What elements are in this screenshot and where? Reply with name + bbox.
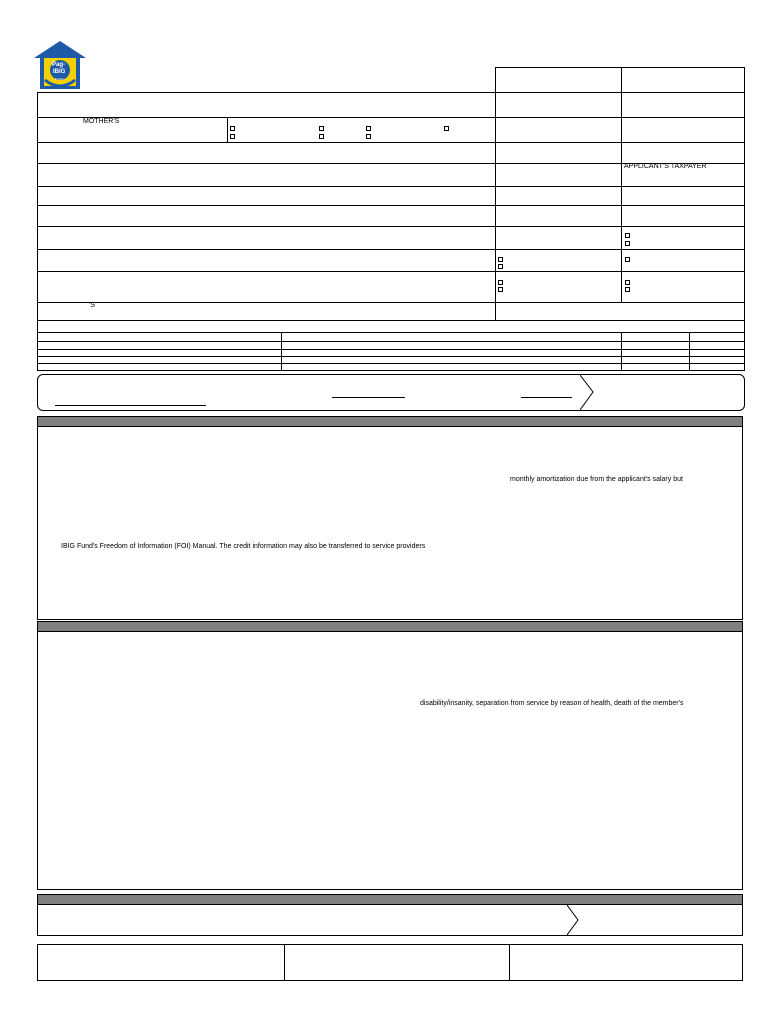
checkbox[interactable] xyxy=(319,134,324,139)
date-line-2[interactable] xyxy=(521,397,572,398)
signature-line[interactable] xyxy=(55,405,206,406)
row-line xyxy=(37,205,745,206)
checkbox[interactable] xyxy=(498,264,503,269)
footer-box-2 xyxy=(284,944,510,981)
logo-text-top: Pag- xyxy=(52,62,66,68)
row-line xyxy=(37,249,745,250)
checkbox[interactable] xyxy=(625,280,630,285)
header-right-divider xyxy=(621,67,622,93)
split-line xyxy=(495,92,496,321)
checkbox[interactable] xyxy=(444,126,449,131)
checkbox[interactable] xyxy=(625,233,630,238)
pagibig-logo xyxy=(33,40,87,90)
col-line xyxy=(689,332,690,371)
logo-tagline: FUND xyxy=(55,77,64,81)
checkbox[interactable] xyxy=(319,126,324,131)
row-line xyxy=(37,117,745,118)
arrow-chevron-icon xyxy=(567,905,579,935)
mothers-row-divider xyxy=(227,117,228,142)
checkbox[interactable] xyxy=(625,257,630,262)
row-line xyxy=(37,142,745,143)
section-2-text-a: disability/insanity, separation from service by reason of health, death of the member's xyxy=(420,700,684,707)
checkbox[interactable] xyxy=(625,241,630,246)
section-2-body xyxy=(37,631,743,890)
arrow-chevron-icon xyxy=(580,374,594,411)
checkbox[interactable] xyxy=(366,134,371,139)
row-line xyxy=(37,271,745,272)
row-line xyxy=(37,349,745,350)
checkbox[interactable] xyxy=(230,126,235,131)
row-line xyxy=(37,302,745,303)
row-line xyxy=(37,332,745,333)
header-right-box xyxy=(495,67,745,93)
footer-box-1 xyxy=(37,944,285,981)
mothers-label: MOTHER'S xyxy=(83,118,120,125)
checkbox[interactable] xyxy=(498,280,503,285)
checkbox[interactable] xyxy=(498,287,503,292)
section-1-text-a: monthly amortization due from the applicant's salary but xyxy=(510,476,683,483)
footer-box-3 xyxy=(509,944,743,981)
row-line xyxy=(37,356,745,357)
row-line xyxy=(37,341,745,342)
taxpayer-label: APPLICANT'S TAXPAYER xyxy=(624,163,707,170)
col-line xyxy=(621,332,622,371)
logo-text-bottom: IBIG xyxy=(53,69,66,75)
checkbox[interactable] xyxy=(498,257,503,262)
section-3-body xyxy=(37,904,743,936)
section-1-text-b: IBIG Fund's Freedom of Information (FOI) Manual. The credit information may also be transferred to service providers xyxy=(61,543,426,550)
applicant-info-table xyxy=(37,92,745,321)
row-line xyxy=(37,226,745,227)
row-line xyxy=(37,363,745,364)
checkbox[interactable] xyxy=(625,287,630,292)
col-line xyxy=(281,332,282,371)
row-line xyxy=(37,186,745,187)
checkbox[interactable] xyxy=(230,134,235,139)
checkbox[interactable] xyxy=(366,126,371,131)
date-line[interactable] xyxy=(332,397,405,398)
apostrophe-s-label: 'S xyxy=(89,302,96,309)
section-1-body xyxy=(37,426,743,620)
